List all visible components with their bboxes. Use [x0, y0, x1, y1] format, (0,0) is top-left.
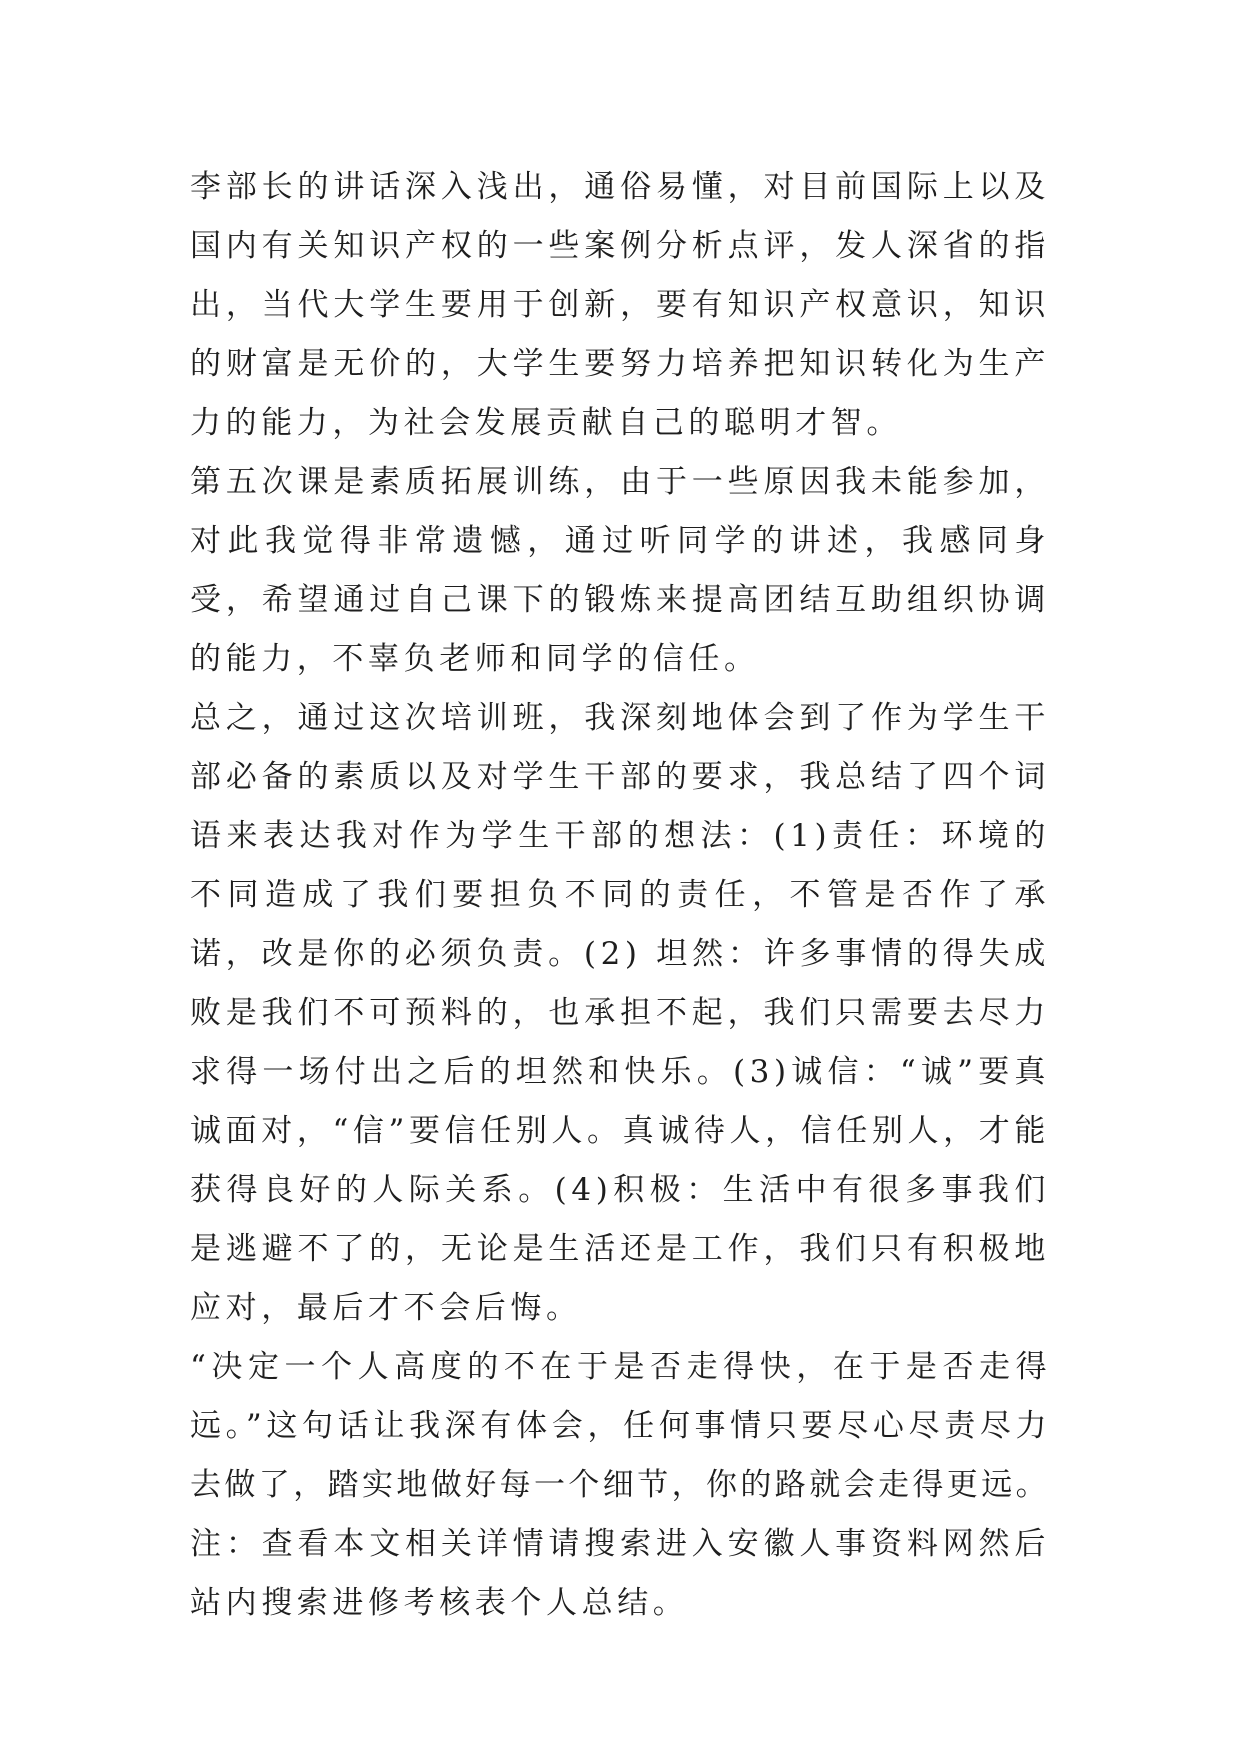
paragraph-quote: “决定一个人高度的不在于是否走得快，在于是否走得远。”这句话让我深有体会，任何事情只要尽心尽责尽力去做了，踏实地做好每一个细节，你的路就会走得更远。 [190, 1349, 1050, 1503]
paragraph-quality-training: 第五次课是素质拓展训练，由于一些原因我未能参加，对此我觉得非常遗憾，通过听同学的讲述，我感同身受，希望通过自己课下的锻炼来提高团结互助组织协调的能力，不辜负老师和同学的信任。 [190, 464, 1050, 677]
paragraph-summary: 总之，通过这次培训班，我深刻地体会到了作为学生干部必备的素质以及对学生干部的要求，我总结了四个词语来表达我对作为学生干部的想法：(1)责任：环境的不同造成了我们要担负不同的责任，不管是否作了承诺，改是你的必须负责。(2) 坦然：许多事情的得失成败是我们不可预料的，也承担不起，我们只需要去尽力求得一场付出之后的坦然和快乐。(3)诚信：“诚”要真诚面对，“信”要信任别人。真诚待人，信任别人，才能获得良好的人际关系。(4)积极：生活中有很多事我们是逃避不了的，无论是生活还是工作，我们只有积极地应对，最后才不会后悔。 [190, 700, 1050, 1326]
document-body [190, 158, 1050, 1633]
paragraph-note: 注：查看本文相关详情请搜索进入安徽人事资料网然后站内搜索进修考核表个人总结。 [190, 1526, 1050, 1621]
paragraph-speech-review: 李部长的讲话深入浅出，通俗易懂，对目前国际上以及国内有关知识产权的一些案例分析点评，发人深省的指出，当代大学生要用于创新，要有知识产权意识，知识的财富是无价的，大学生要努力培养把知识转化为生产力的能力，为社会发展贡献自己的聪明才智。 [190, 169, 1050, 441]
